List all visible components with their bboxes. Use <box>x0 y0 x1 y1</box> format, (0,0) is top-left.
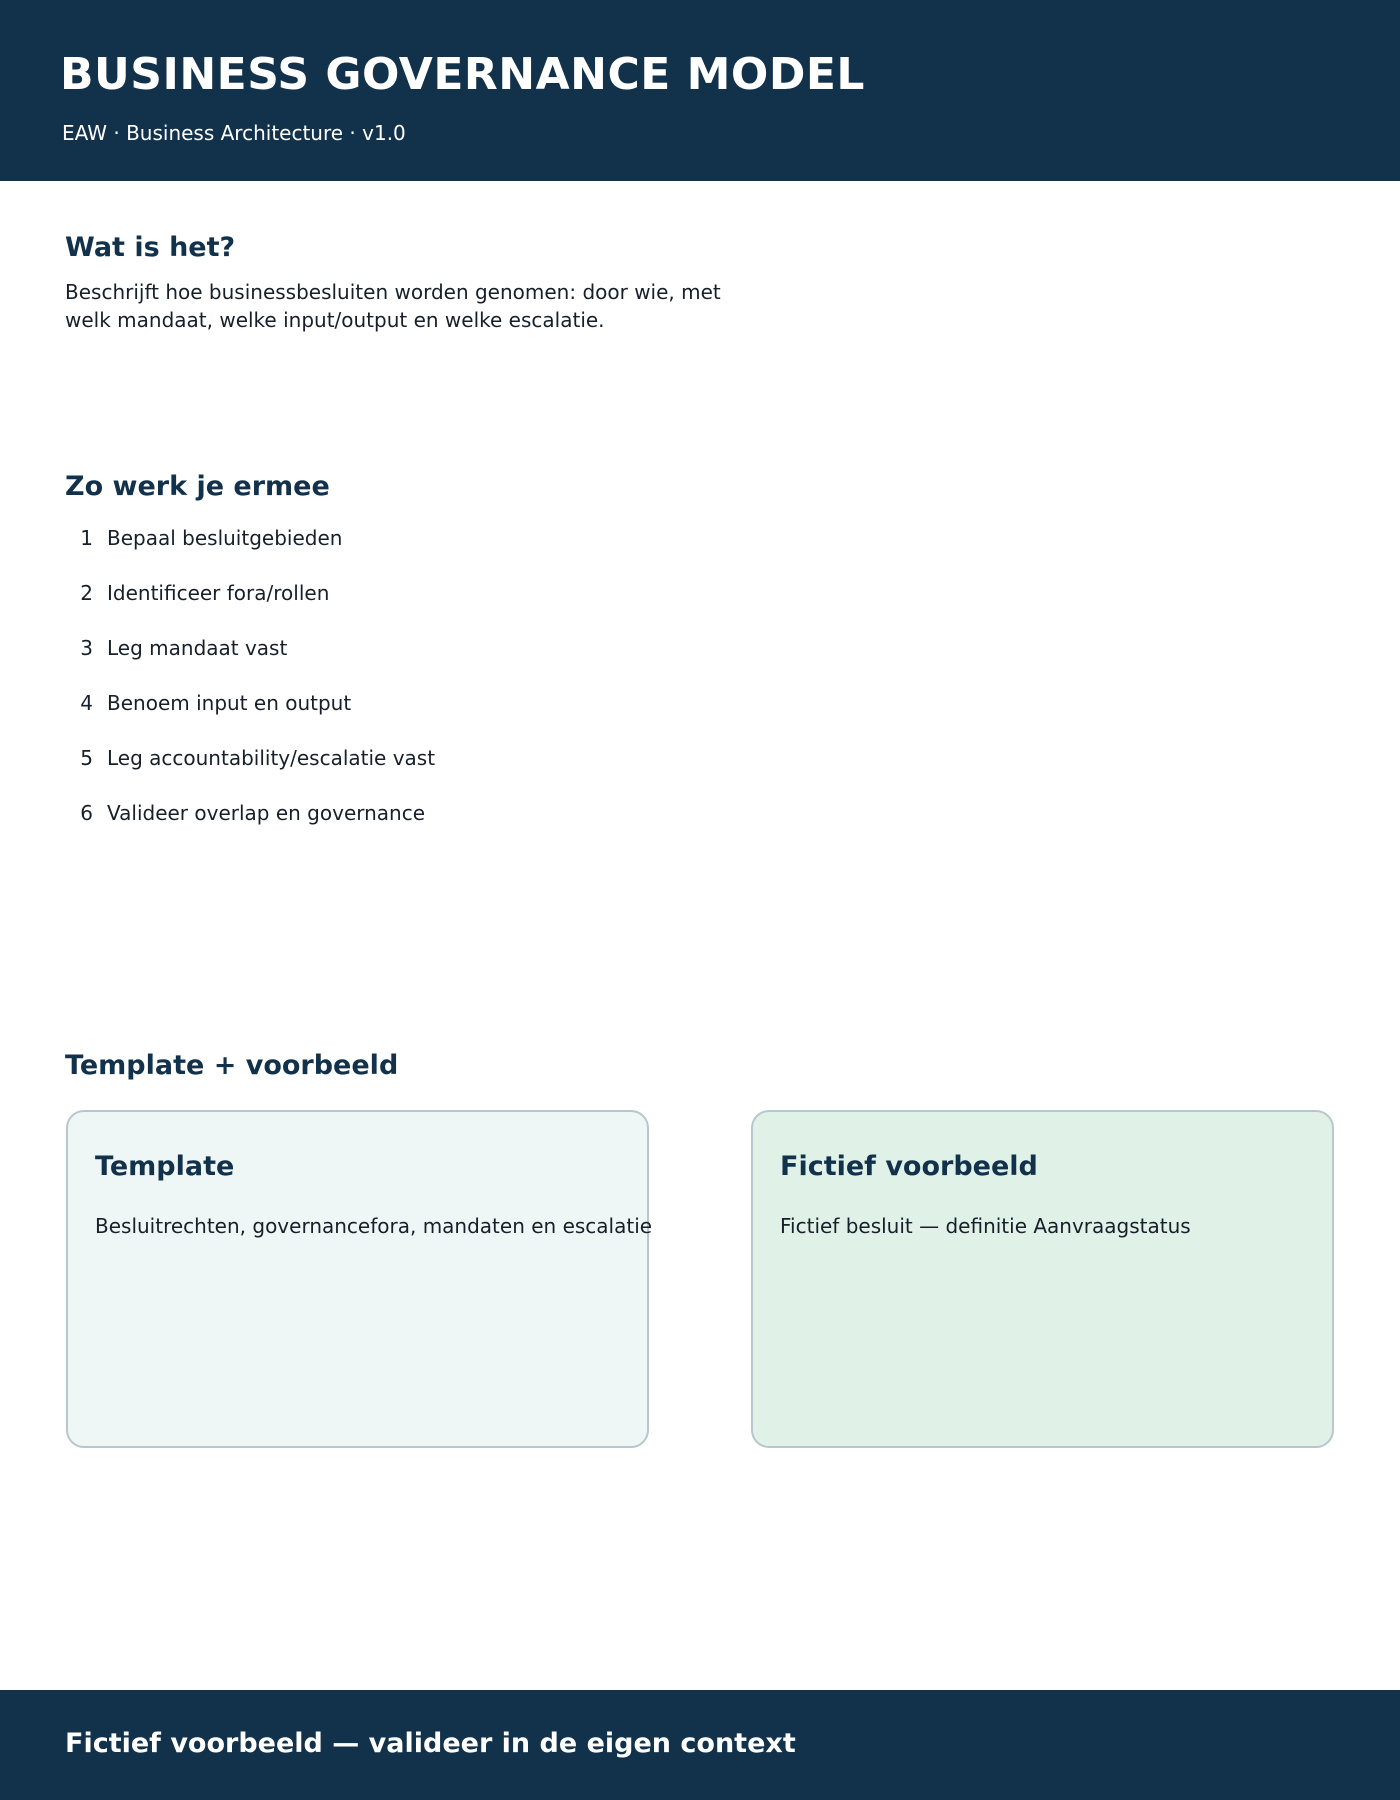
step-item <box>65 630 435 685</box>
page-footer <box>0 1690 1400 1800</box>
step-label: Leg mandaat vast <box>107 636 288 660</box>
template-card-text: Besluitrechten, governancefora, mandaten en escalatie <box>95 1214 653 1238</box>
step-number: 2 <box>80 581 93 605</box>
template-card-title: Template <box>95 1151 235 1182</box>
step-number: 6 <box>80 801 93 825</box>
steps-heading: Zo werk je ermee <box>65 471 330 502</box>
intro-heading: Wat is het? <box>65 232 236 263</box>
step-item <box>65 575 435 630</box>
steps-list <box>65 520 435 850</box>
step-number: 4 <box>80 691 93 715</box>
step-item <box>65 685 435 740</box>
step-label: Benoem input en output <box>107 691 352 715</box>
step-label: Identificeer fora/rollen <box>107 581 330 605</box>
example-card <box>751 1110 1334 1448</box>
step-label: Valideer overlap en governance <box>107 801 426 825</box>
step-item <box>65 520 435 575</box>
intro-text: Beschrijft hoe businessbesluiten worden genomen: door wie, met welk mandaat, welke input/output en welke escalatie. <box>65 280 721 332</box>
step-number: 1 <box>80 526 93 550</box>
step-number: 5 <box>80 746 93 770</box>
page-header <box>0 0 1400 181</box>
page-title: BUSINESS GOVERNANCE MODEL <box>60 49 865 100</box>
step-label: Leg accountability/escalatie vast <box>107 746 436 770</box>
page-subtitle: EAW · Business Architecture · v1.0 <box>62 121 406 145</box>
step-item <box>65 740 435 795</box>
step-number: 3 <box>80 636 93 660</box>
template-section-heading: Template + voorbeeld <box>65 1050 399 1081</box>
template-card <box>66 1110 653 1448</box>
example-card-title: Fictief voorbeeld <box>780 1151 1038 1182</box>
example-card-text: Fictief besluit — definitie Aanvraagstatus <box>780 1214 1191 1238</box>
step-label: Bepaal besluitgebieden <box>107 526 343 550</box>
step-item <box>65 795 435 850</box>
footer-text: Fictief voorbeeld — valideer in de eigen context <box>65 1728 796 1759</box>
